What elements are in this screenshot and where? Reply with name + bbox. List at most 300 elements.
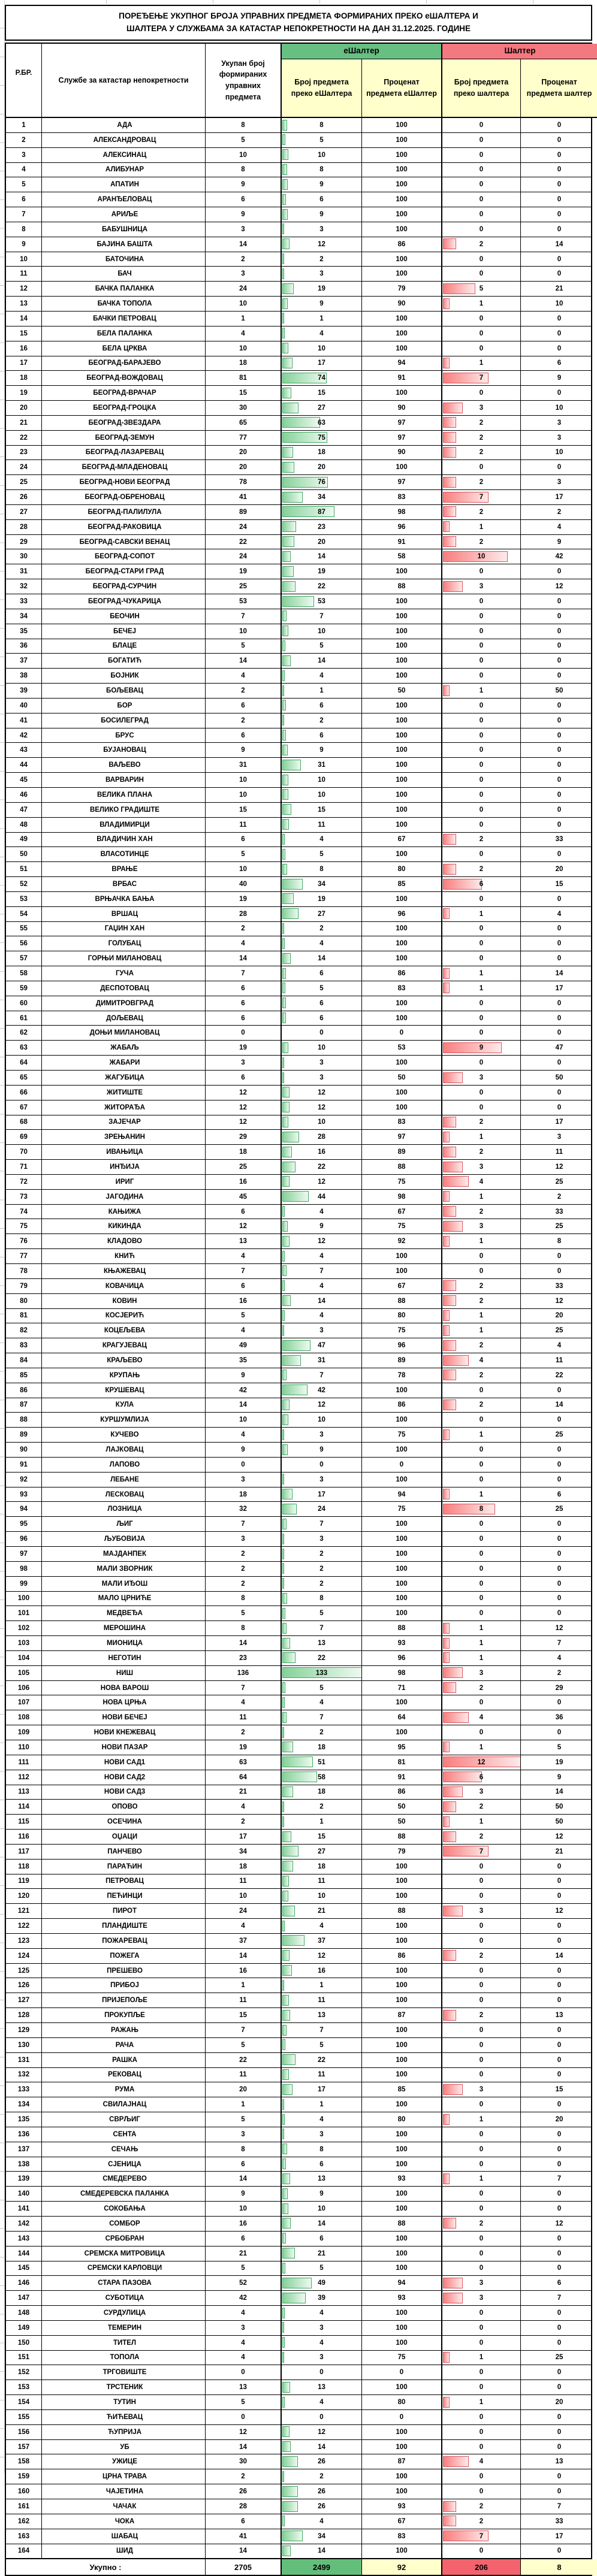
salter-percent: 0 <box>557 1253 562 1260</box>
salter-count: 0 <box>479 1014 484 1022</box>
office-name: УБ <box>42 2440 206 2454</box>
table-row <box>6 2023 591 2038</box>
row-number: 123 <box>6 1934 42 1948</box>
row-number: 121 <box>6 1904 42 1918</box>
salter-percent: 11 <box>555 1356 563 1364</box>
esalter-percent: 100 <box>362 892 442 906</box>
total-salter-percent: 8 <box>521 2559 597 2575</box>
salter-count: 3 <box>479 1669 484 1677</box>
esalter-bar <box>282 1608 285 1619</box>
esalter-count: 3 <box>319 1059 324 1067</box>
total-count: 5 <box>206 2395 282 2409</box>
office-name: АЛЕКСАНДРОВАЦ <box>42 133 206 147</box>
total-count: 8 <box>206 1592 282 1606</box>
esalter-count: 14 <box>318 2443 325 2451</box>
esalter-percent: 100 <box>362 654 442 668</box>
salter-percent: 0 <box>557 1103 562 1111</box>
salter-count: 2 <box>479 1208 484 1216</box>
row-number: 137 <box>6 2142 42 2157</box>
row-number: 54 <box>6 907 42 921</box>
esalter-percent: 100 <box>362 2202 442 2216</box>
total-count: 28 <box>206 907 282 921</box>
row-number: 90 <box>6 1443 42 1457</box>
salter-bar <box>443 1638 450 1649</box>
esalter-bar <box>282 581 296 592</box>
esalter-bar <box>282 403 298 413</box>
office-name: БЕОГРАД-ЗЕМУН <box>42 431 206 445</box>
salter-percent: 3 <box>557 419 562 427</box>
salter-percent: 0 <box>557 2160 562 2168</box>
salter-percent: 0 <box>557 851 562 858</box>
total-count: 6 <box>206 1205 282 1219</box>
table-row <box>6 803 591 818</box>
table-row <box>6 326 591 341</box>
row-number: 124 <box>6 1949 42 1963</box>
table-row <box>6 2514 591 2529</box>
salter-percent: 4 <box>557 523 562 531</box>
header-esalter-count: Број предмета преко еШалтера <box>282 59 362 118</box>
header-salter-count: Број предмета преко шалтера <box>442 59 521 118</box>
total-count: 10 <box>206 788 282 802</box>
esalter-bar <box>282 343 288 353</box>
esalter-count: 4 <box>319 836 324 843</box>
row-number: 128 <box>6 2008 42 2022</box>
office-name: ВЛАДИМИРЦИ <box>42 818 206 832</box>
esalter-percent: 78 <box>362 1368 442 1383</box>
salter-percent: 7 <box>557 2175 562 2183</box>
total-count: 24 <box>206 282 282 296</box>
office-name: ЋУПРИЈА <box>42 2425 206 2439</box>
salter-bar <box>443 1042 502 1053</box>
esalter-percent: 75 <box>362 2351 442 2365</box>
esalter-percent: 100 <box>362 713 442 728</box>
salter-count: 0 <box>479 1729 484 1737</box>
esalter-count: 0 <box>319 1029 324 1037</box>
total-count: 6 <box>206 996 282 1011</box>
total-count: 13 <box>206 2380 282 2394</box>
total-count: 20 <box>206 446 282 460</box>
esalter-count: 2 <box>319 1565 324 1573</box>
total-count: 25 <box>206 1160 282 1174</box>
salter-count: 0 <box>479 1267 484 1275</box>
row-number: 5 <box>6 177 42 192</box>
row-number: 38 <box>6 669 42 683</box>
esalter-percent: 100 <box>362 2261 442 2276</box>
row-number: 102 <box>6 1621 42 1635</box>
esalter-bar <box>282 1980 284 1991</box>
esalter-percent: 100 <box>362 2484 442 2499</box>
office-name: ВАРВАРИН <box>42 773 206 787</box>
esalter-percent: 75 <box>362 1502 442 1516</box>
esalter-percent: 80 <box>362 862 442 876</box>
total-count: 28 <box>206 2499 282 2514</box>
salter-percent: 0 <box>557 270 562 278</box>
salter-percent: 0 <box>557 196 562 204</box>
salter-percent: 0 <box>557 151 562 159</box>
salter-percent: 12 <box>555 1833 563 1840</box>
esalter-count: 26 <box>318 2502 325 2510</box>
esalter-bar <box>282 1384 307 1395</box>
total-count: 10 <box>206 148 282 162</box>
total-count: 7 <box>206 1264 282 1278</box>
total-count: 2 <box>206 922 282 936</box>
esalter-count: 21 <box>318 1907 325 1915</box>
esalter-count: 2 <box>319 1550 324 1558</box>
esalter-count: 10 <box>318 776 325 784</box>
salter-bar <box>443 1801 456 1812</box>
esalter-percent: 100 <box>362 609 442 624</box>
total-count: 7 <box>206 966 282 981</box>
esalter-bar <box>282 1369 287 1380</box>
esalter-bar <box>282 1117 288 1127</box>
table-row <box>6 2247 591 2261</box>
esalter-percent: 83 <box>362 1115 442 1130</box>
esalter-percent: 96 <box>362 1651 442 1665</box>
row-number: 139 <box>6 2172 42 2186</box>
office-name: ТИТЕЛ <box>42 2336 206 2350</box>
office-name: ЉУБОВИЈА <box>42 1532 206 1546</box>
office-name: ЖАБАРИ <box>42 1056 206 1070</box>
row-number: 92 <box>6 1473 42 1487</box>
esalter-percent: 100 <box>362 624 442 639</box>
table-row <box>6 1592 591 1607</box>
esalter-percent: 100 <box>362 773 442 787</box>
salter-count: 0 <box>479 2130 484 2138</box>
row-number: 142 <box>6 2217 42 2231</box>
table-row <box>6 1800 591 1815</box>
office-name: БЕОЧИН <box>42 609 206 624</box>
office-name: ОЏАЦИ <box>42 1830 206 1844</box>
total-count: 5 <box>206 1606 282 1620</box>
table-row <box>6 2291 591 2306</box>
table-row <box>6 922 591 937</box>
salter-percent: 0 <box>557 702 562 709</box>
salter-bar <box>443 477 456 488</box>
total-count: 6 <box>206 1279 282 1293</box>
esalter-percent: 100 <box>362 1264 442 1278</box>
total-count: 0 <box>206 2365 282 2380</box>
table-row <box>6 862 591 877</box>
esalter-percent: 100 <box>362 639 442 654</box>
esalter-percent: 100 <box>362 1860 442 1874</box>
esalter-bar <box>282 2263 285 2273</box>
salter-percent: 13 <box>555 2458 563 2466</box>
salter-bar <box>443 2278 463 2288</box>
salter-percent: 10 <box>555 404 563 412</box>
salter-percent: 12 <box>555 583 563 591</box>
office-name: СМЕДЕРЕВО <box>42 2172 206 2186</box>
esalter-percent: 97 <box>362 475 442 489</box>
salter-percent: 12 <box>555 1907 563 1915</box>
salter-count: 1 <box>479 687 484 694</box>
esalter-percent: 100 <box>362 2038 442 2052</box>
esalter-percent: 100 <box>362 936 442 951</box>
salter-bar <box>443 581 463 592</box>
table-row <box>6 2336 591 2351</box>
row-number: 83 <box>6 1338 42 1353</box>
esalter-percent: 100 <box>362 2157 442 2172</box>
header-esalter-percent: Проценат предмета еШалтер <box>362 59 442 118</box>
esalter-count: 13 <box>318 2384 325 2391</box>
office-name: БЕОГРАД-СТАРИ ГРАД <box>42 564 206 579</box>
salter-percent: 0 <box>557 1535 562 1543</box>
office-name: ДИМИТРОВГРАД <box>42 996 206 1011</box>
table-row <box>6 2351 591 2366</box>
esalter-percent: 100 <box>362 1517 442 1531</box>
row-number: 24 <box>6 460 42 474</box>
salter-count: 2 <box>479 449 484 456</box>
esalter-count: 4 <box>319 2517 324 2525</box>
esalter-count: 9 <box>319 181 324 189</box>
salter-count: 0 <box>479 761 484 769</box>
salter-percent: 42 <box>555 553 563 561</box>
esalter-bar <box>282 625 288 636</box>
salter-bar <box>443 2456 469 2467</box>
salter-count: 0 <box>479 672 484 680</box>
salter-count: 2 <box>479 434 484 442</box>
salter-percent: 20 <box>555 2115 563 2123</box>
table-row <box>6 460 591 475</box>
esalter-count: 4 <box>319 1312 324 1320</box>
esalter-percent: 100 <box>362 2053 442 2067</box>
salter-percent: 0 <box>557 2264 562 2272</box>
table-row <box>6 1294 591 1309</box>
table-row <box>6 758 591 773</box>
row-number: 159 <box>6 2469 42 2484</box>
esalter-bar <box>282 120 287 131</box>
total-count: 2 <box>206 252 282 267</box>
esalter-count: 14 <box>318 1297 325 1305</box>
office-name: БАЧКИ ПЕТРОВАЦ <box>42 312 206 326</box>
esalter-count: 5 <box>319 136 324 144</box>
esalter-count: 12 <box>318 1952 325 1960</box>
salter-count: 0 <box>479 1520 484 1528</box>
office-name: ПИРОТ <box>42 1904 206 1918</box>
esalter-bar <box>282 1251 285 1262</box>
salter-count: 2 <box>479 866 484 873</box>
esalter-bar <box>282 1221 288 1232</box>
esalter-bar <box>282 1995 289 2006</box>
office-name: ВЕЛИКА ПЛАНА <box>42 788 206 802</box>
total-count: 6 <box>206 1071 282 1085</box>
total-count: 3 <box>206 1532 282 1546</box>
office-name: НОВА ВАРОШ <box>42 1681 206 1695</box>
salter-percent: 0 <box>557 806 562 814</box>
salter-percent: 0 <box>557 329 562 337</box>
total-esalter-count: 2499 <box>282 2559 362 2575</box>
office-name: ЖАБАЉ <box>42 1041 206 1055</box>
row-number: 132 <box>6 2068 42 2082</box>
salter-count: 0 <box>479 464 484 471</box>
salter-percent: 21 <box>555 1848 563 1855</box>
table-row <box>6 446 591 461</box>
salter-bar <box>443 834 456 845</box>
table-row <box>6 2410 591 2425</box>
esalter-bar <box>282 2128 284 2139</box>
row-number: 61 <box>6 1011 42 1026</box>
header-row-number: Р.БР. <box>6 44 42 118</box>
row-number: 150 <box>6 2336 42 2350</box>
table-row <box>6 1219 591 1234</box>
salter-count: 0 <box>479 2235 484 2242</box>
salter-count: 0 <box>479 389 484 397</box>
office-name: ЦРНА ТРАВА <box>42 2469 206 2484</box>
salter-count: 1 <box>479 1327 484 1335</box>
salter-percent: 0 <box>557 597 562 605</box>
salter-percent: 0 <box>557 2309 562 2317</box>
office-name: НЕГОТИН <box>42 1651 206 1665</box>
table-row <box>6 1919 591 1934</box>
row-number: 21 <box>6 416 42 430</box>
esalter-bar <box>282 2114 285 2125</box>
row-number: 82 <box>6 1323 42 1338</box>
total-count: 31 <box>206 758 282 772</box>
office-name: ГАЏИН ХАН <box>42 922 206 936</box>
table-row <box>6 1532 591 1547</box>
office-name: БАЧ <box>42 267 206 281</box>
salter-percent: 0 <box>557 1461 562 1468</box>
office-name: БЕОГРАД-НОВИ БЕОГРАД <box>42 475 206 489</box>
esalter-bar <box>282 700 286 710</box>
esalter-count: 74 <box>318 374 325 382</box>
esalter-bar <box>282 179 288 190</box>
total-count: 64 <box>206 1770 282 1785</box>
esalter-count: 10 <box>318 344 325 352</box>
esalter-percent: 100 <box>362 312 442 326</box>
salter-bar <box>443 2084 463 2095</box>
table-row <box>6 1368 591 1383</box>
salter-percent: 12 <box>555 1625 563 1632</box>
salter-count: 0 <box>479 1089 484 1096</box>
salter-percent: 0 <box>557 791 562 799</box>
row-number: 44 <box>6 758 42 772</box>
office-name: ДОЉЕВАЦ <box>42 1011 206 1026</box>
office-name: ВРЊАЧКА БАЊА <box>42 892 206 906</box>
esalter-count: 1 <box>319 1982 324 1990</box>
office-name: ЧОКА <box>42 2514 206 2529</box>
esalter-count: 4 <box>319 1282 324 1290</box>
salter-percent: 0 <box>557 1014 562 1022</box>
esalter-count: 19 <box>318 285 325 293</box>
office-name: МАЛО ЦРНИЋЕ <box>42 1592 206 1606</box>
office-name: РЕКОВАЦ <box>42 2068 206 2082</box>
esalter-bar <box>282 1921 285 1931</box>
total-count: 0 <box>206 1458 282 1472</box>
esalter-count: 22 <box>318 2056 325 2064</box>
esalter-count: 5 <box>319 642 324 650</box>
row-number: 34 <box>6 609 42 624</box>
table-row <box>6 1323 591 1338</box>
esalter-count: 16 <box>318 1967 325 1975</box>
esalter-bar <box>282 2173 290 2184</box>
table-row <box>6 371 591 386</box>
total-row <box>6 2558 591 2575</box>
row-number: 119 <box>6 1874 42 1889</box>
esalter-percent: 100 <box>362 2127 442 2142</box>
esalter-bar <box>282 2010 290 2021</box>
table-row <box>6 1710 591 1725</box>
office-name: ПРЕШЕВО <box>42 1964 206 1978</box>
table-row <box>6 1964 591 1979</box>
esalter-percent: 89 <box>362 1353 442 1368</box>
salter-count: 0 <box>479 2488 484 2496</box>
row-number: 40 <box>6 699 42 713</box>
salter-bar <box>443 1221 463 1232</box>
salter-percent: 0 <box>557 642 562 650</box>
esalter-bar <box>282 1072 284 1083</box>
esalter-percent: 100 <box>362 1100 442 1115</box>
esalter-bar <box>282 1652 296 1663</box>
esalter-percent: 100 <box>362 743 442 757</box>
salter-percent: 12 <box>555 1163 563 1171</box>
total-count: 10 <box>206 2202 282 2216</box>
office-name: СУРДУЛИЦА <box>42 2306 206 2320</box>
row-number: 100 <box>6 1592 42 1606</box>
salter-count: 0 <box>479 1922 484 1930</box>
esalter-count: 22 <box>318 583 325 591</box>
row-number: 53 <box>6 892 42 906</box>
office-name: НОВИ БЕЧЕЈ <box>42 1710 206 1725</box>
esalter-bar <box>282 2099 284 2110</box>
esalter-count: 8 <box>319 121 324 129</box>
esalter-count: 12 <box>318 1103 325 1111</box>
total-count: 8 <box>206 163 282 177</box>
esalter-count: 12 <box>318 1089 325 1096</box>
row-number: 133 <box>6 2082 42 2097</box>
table-row <box>6 788 591 803</box>
row-number: 149 <box>6 2321 42 2335</box>
table-header <box>6 44 591 118</box>
office-name: РАШКА <box>42 2053 206 2067</box>
row-number: 26 <box>6 490 42 504</box>
table-row <box>6 1145 591 1160</box>
office-name: БОСИЛЕГРАД <box>42 713 206 728</box>
salter-percent: 0 <box>557 955 562 963</box>
esalter-bar <box>282 1295 291 1306</box>
esalter-percent: 100 <box>362 192 442 207</box>
esalter-count: 9 <box>319 1223 324 1230</box>
row-number: 56 <box>6 936 42 951</box>
salter-percent: 15 <box>555 2086 563 2094</box>
office-name: МАЛИ ИЂОШ <box>42 1577 206 1591</box>
salter-percent: 0 <box>557 2205 562 2213</box>
row-number: 78 <box>6 1264 42 1278</box>
esalter-percent: 100 <box>362 1249 442 1263</box>
esalter-count: 14 <box>318 657 325 665</box>
table-row <box>6 267 591 282</box>
row-number: 99 <box>6 1577 42 1591</box>
esalter-count: 31 <box>318 761 325 769</box>
salter-percent: 0 <box>557 895 562 903</box>
table-row <box>6 2172 591 2187</box>
row-number: 29 <box>6 535 42 549</box>
total-count: 19 <box>206 1740 282 1755</box>
table-row <box>6 490 591 505</box>
total-count: 6 <box>206 192 282 207</box>
total-count: 42 <box>206 1383 282 1398</box>
salter-percent: 15 <box>555 880 563 888</box>
salter-percent: 3 <box>557 434 562 442</box>
esalter-percent: 97 <box>362 1130 442 1144</box>
salter-percent: 20 <box>555 2399 563 2406</box>
row-number: 47 <box>6 803 42 817</box>
total-count-value: 2705 <box>206 2559 282 2575</box>
office-name: СРЕМСКА МИТРОВИЦА <box>42 2247 206 2261</box>
table-row <box>6 1636 591 1651</box>
table-row <box>6 1770 591 1785</box>
salter-percent: 17 <box>555 494 563 501</box>
row-number: 80 <box>6 1294 42 1308</box>
